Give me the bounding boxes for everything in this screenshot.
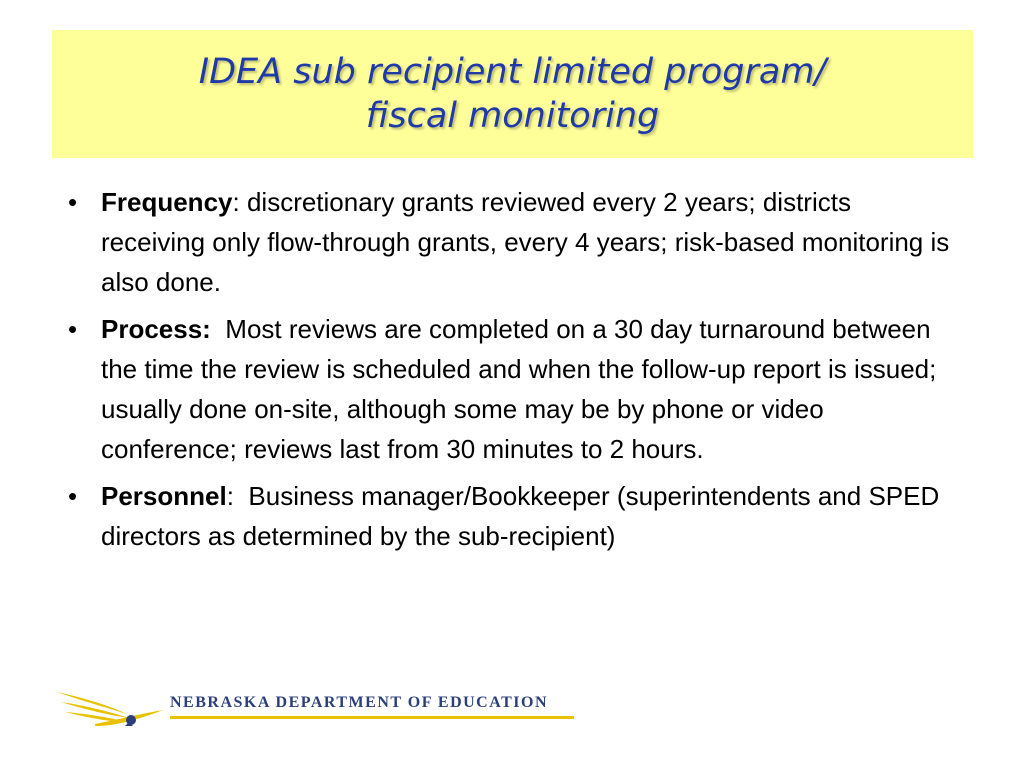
bullet-process <box>62 309 962 469</box>
bullet-term: Personnel <box>101 481 227 511</box>
bullet-separator: : <box>232 187 247 217</box>
bullet-frequency <box>62 182 962 302</box>
footer-divider <box>170 716 574 719</box>
bullet-list <box>62 182 962 563</box>
nde-swoosh-logo-icon <box>55 680 165 732</box>
bullet-separator: : <box>226 481 249 511</box>
title-banner <box>52 30 973 158</box>
bullet-text: discretionary grants reviewed every 2 years; districts receiving only flow-through grants, every 4 years; risk-based monitoring is also done. <box>101 187 950 297</box>
bullet-term: Process: <box>101 314 211 344</box>
slide-title-line-1: IDEA sub recipient limited program/ <box>198 52 827 92</box>
bullet-dot-icon: • <box>68 481 78 511</box>
footer-org-name: NEBRASKA DEPARTMENT OF EDUCATION <box>170 694 548 711</box>
slide-title-line-2: fiscal monitoring <box>365 96 660 136</box>
bullet-text: Business manager/Bookkeeper (superintendents and SPED directors as determined by the sub-recipient) <box>101 481 940 551</box>
bullet-dot-icon: • <box>68 314 78 344</box>
bullet-dot-icon: • <box>68 187 78 217</box>
bullet-term: Frequency <box>101 187 233 217</box>
bullet-personnel <box>62 476 962 556</box>
bullet-separator <box>211 314 225 344</box>
bullet-text: Most reviews are completed on a 30 day turnaround between the time the review is scheduled and when the follow-up report is issued; usually done on-site, although some may be by phone or video conference; reviews last from 30 minutes to 2 hours. <box>101 314 937 464</box>
